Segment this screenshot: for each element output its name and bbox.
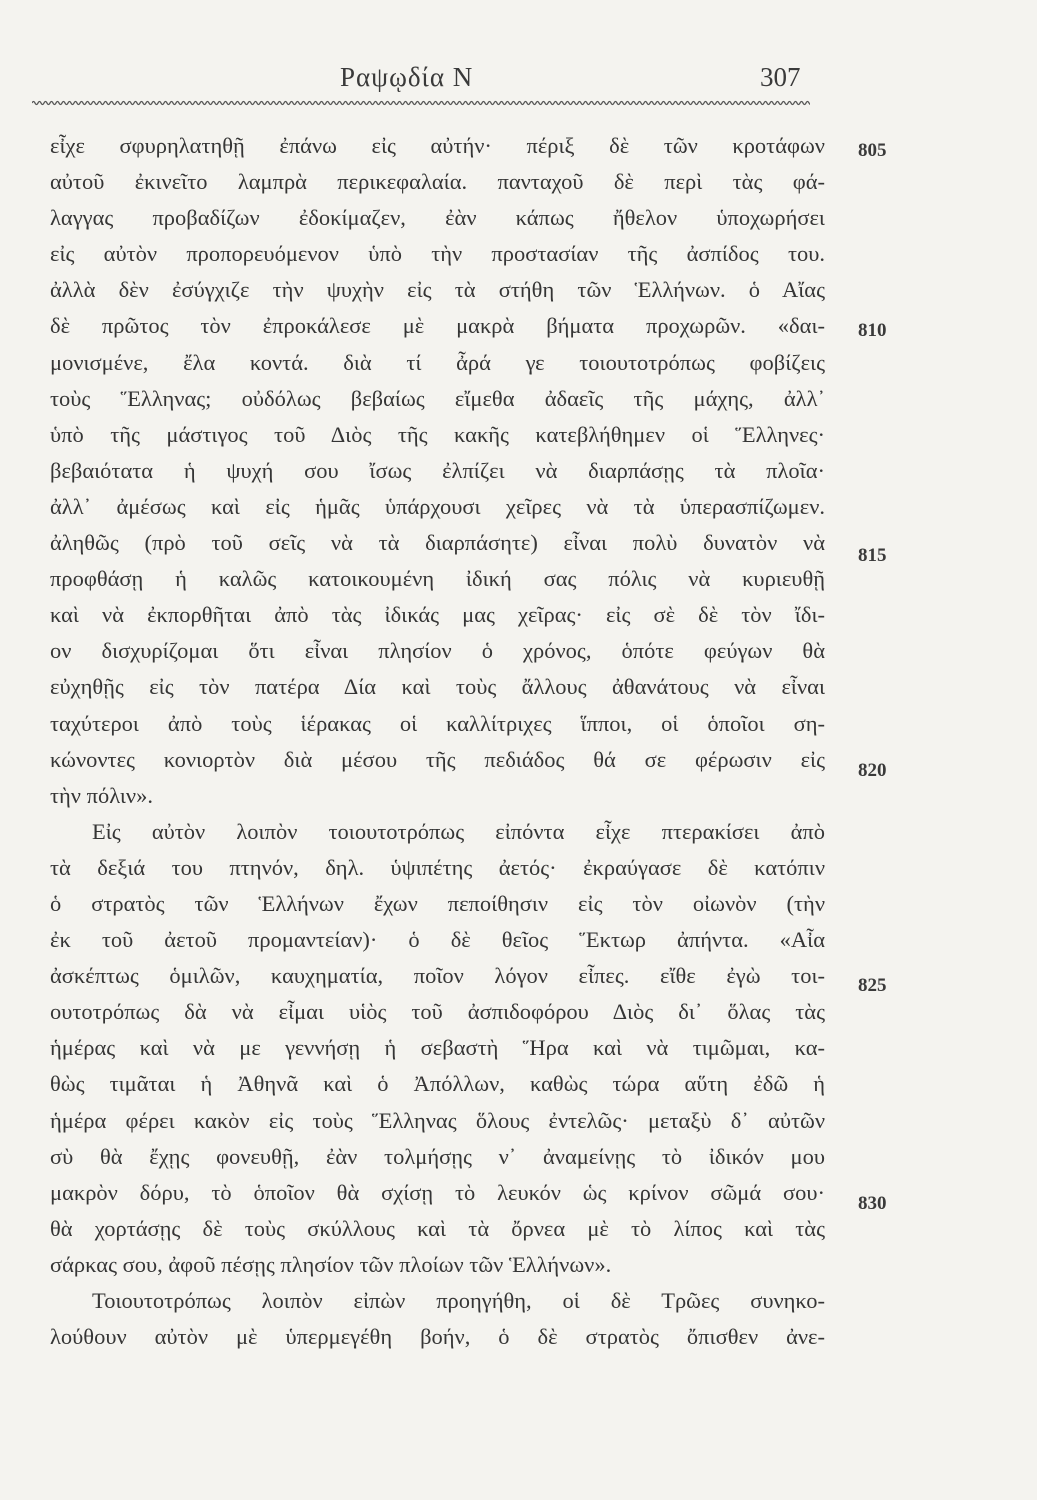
text-line: λούθουν αὐτὸν μὲ ὑπερμεγέθη βοήν, ὁ δὲ στρατὸς ὄπισθεν ἀνε- xyxy=(50,1324,825,1350)
verse-number: 825 xyxy=(858,975,887,996)
text-line: ἀληθῶς (πρὸ τοῦ σεῖς νὰ τὰ διαρπάσητε) εἶναι πολὺ δυνατὸν νὰ xyxy=(50,530,825,556)
text-line: καὶ νὰ ἐκπορθῆται ἀπὸ τὰς ἰδικάς μας χεῖρας· εἰς σὲ δὲ τὸν ἴδι- xyxy=(50,602,825,628)
text-line: ουτοτρόπως δὰ νὰ εἶμαι υἱὸς τοῦ ἀσπιδοφόρου Διὸς δι᾿ ὅλας τὰς xyxy=(50,999,825,1025)
text-line: προφθάσῃ ἡ καλῶς κατοικουμένη ἰδική σας πόλις νὰ κυριευθῇ xyxy=(50,566,825,592)
verse-number: 830 xyxy=(858,1193,887,1214)
page-number: 307 xyxy=(760,62,801,92)
text-line: εἶχε σφυρηλατηθῇ ἐπάνω εἰς αὐτήν· πέριξ δὲ τῶν κροτάφων xyxy=(50,133,825,158)
text-line: ὑπὸ τῆς μάστιγος τοῦ Διὸς τῆς κακῆς κατεβλήθημεν οἱ Ἕλληνες· xyxy=(50,421,825,447)
decorative-wavy-rule xyxy=(32,98,810,108)
text-line: ἡμέρας καὶ νὰ με γεννήσῃ ἡ σεβαστὴ Ἥρα καὶ νὰ τιμῶμαι, κα- xyxy=(50,1035,825,1061)
text-line: ταχύτεροι ἀπὸ τοὺς ἱέρακας οἱ καλλίτριχες ἵπποι, οἱ ὁποῖοι ση- xyxy=(50,710,825,736)
text-line: θὼς τιμᾶται ἡ Ἀθηνᾶ καὶ ὁ Ἀπόλλων, καθὼς τώρα αὕτη ἐδῶ ἡ xyxy=(50,1071,825,1097)
chapter-title: Ραψῳδία Ν xyxy=(340,62,474,92)
text-line: τὰ δεξιά του πτηνόν, δηλ. ὑψιπέτης ἀετός· ἐκραύγασε δὲ κατόπιν xyxy=(50,854,825,880)
verse-number: 805 xyxy=(858,140,887,161)
text-line: Εἰς αὐτὸν λοιπὸν τοιουτοτρόπως εἰπόντα εἶχε πτερακίσει ἀπὸ xyxy=(92,818,825,844)
text-line: βεβαιότατα ἡ ψυχή σου ἴσως ἐλπίζει νὰ διαρπάσῃς τὰ πλοῖα· xyxy=(50,457,825,483)
text-line: αὐτοῦ ἐκινεῖτο λαμπρὰ περικεφαλαία. πανταχοῦ δὲ περὶ τὰς φά- xyxy=(50,169,825,195)
text-line: μονισμένε, ἔλα κοντά. διὰ τί ἆρά γε τοιουτοτρόπως φοβίζεις xyxy=(50,349,825,375)
text-line: ὁ στρατὸς τῶν Ἑλλήνων ἔχων πεποίθησιν εἰς τὸν οἰωνὸν (τὴν xyxy=(50,890,825,916)
text-line: ον δισχυρίζομαι ὅτι εἶναι πλησίον ὁ χρόνος, ὁπότε φεύγων θὰ xyxy=(50,638,825,664)
text-line: κώνοντες κονιορτὸν διὰ μέσου τῆς πεδιάδος θά σε φέρωσιν εἰς xyxy=(50,746,825,772)
verse-number: 815 xyxy=(858,545,887,566)
text-line: εἰς αὐτὸν προπορευόμενον ὑπὸ τὴν προστασίαν τῆς ἀσπίδος του. xyxy=(50,241,825,267)
text-line: μακρὸν δόρυ, τὸ ὁποῖον θὰ σχίσῃ τὸ λευκόν ὡς κρίνον σῶμά σου· xyxy=(50,1179,825,1205)
text-line: δὲ πρῶτος τὸν ἐπροκάλεσε μὲ μακρὰ βήματα προχωρῶν. «δαι- xyxy=(50,313,825,339)
body-text xyxy=(50,128,825,1355)
text-line: σὺ θὰ ἔχῃς φονευθῇ, ἐὰν τολμήσῃς ν᾿ ἀναμείνῃς τὸ ἰδικόν μου xyxy=(50,1143,825,1169)
text-line: ἡμέρα φέρει κακὸν εἰς τοὺς Ἕλληνας ὅλους ἐντελῶς· μεταξὺ δ᾿ αὐτῶν xyxy=(50,1107,825,1133)
text-line: Τοιουτοτρόπως λοιπὸν εἰπὼν προηγήθη, οἱ δὲ Τρῶες συνηκο- xyxy=(92,1288,825,1313)
text-line: τοὺς Ἕλληνας; οὐδόλως βεβαίως εἴμεθα ἀδαεῖς τῆς μάχης, ἀλλ᾿ xyxy=(50,385,825,411)
text-line: ἀλλὰ δὲν ἐσύγχιζε τὴν ψυχὴν εἰς τὰ στήθη τῶν Ἑλλήνων. ὁ Αἴας xyxy=(50,277,825,303)
text-line: σάρκας σου, ἀφοῦ πέσῃς πλησίον τῶν πλοίων τῶν Ἑλλήνων». xyxy=(50,1251,612,1277)
text-line: εὐχηθῇς εἰς τὸν πατέρα Δία καὶ τοὺς ἄλλους ἀθανάτους νὰ εἶναι xyxy=(50,674,825,700)
text-line: λαγγας προβαδίζων ἐδοκίμαζεν, ἐὰν κάπως ἤθελον ὑποχωρήσει xyxy=(50,205,825,231)
running-header xyxy=(0,60,1037,100)
text-line: ἀλλ᾿ ἀμέσως καὶ εἰς ἡμᾶς ὑπάρχουσι χεῖρες νὰ τὰ ὑπερασπίζωμεν. xyxy=(50,493,825,519)
text-line: θὰ χορτάσῃς δὲ τοὺς σκύλλους καὶ τὰ ὄρνεα μὲ τὸ λίπος καὶ τὰς xyxy=(50,1215,825,1241)
verse-number: 820 xyxy=(858,760,887,781)
text-line: ἐκ τοῦ ἀετοῦ προμαντείαν)· ὁ δὲ θεῖος Ἕκτωρ ἀπήντα. «Αἶα xyxy=(50,927,825,953)
verse-number: 810 xyxy=(858,320,887,341)
text-line: ἀσκέπτως ὁμιλῶν, καυχηματία, ποῖον λόγον εἶπες. εἴθε ἐγὼ τοι- xyxy=(50,963,825,989)
text-line: τὴν πόλιν». xyxy=(50,782,153,808)
